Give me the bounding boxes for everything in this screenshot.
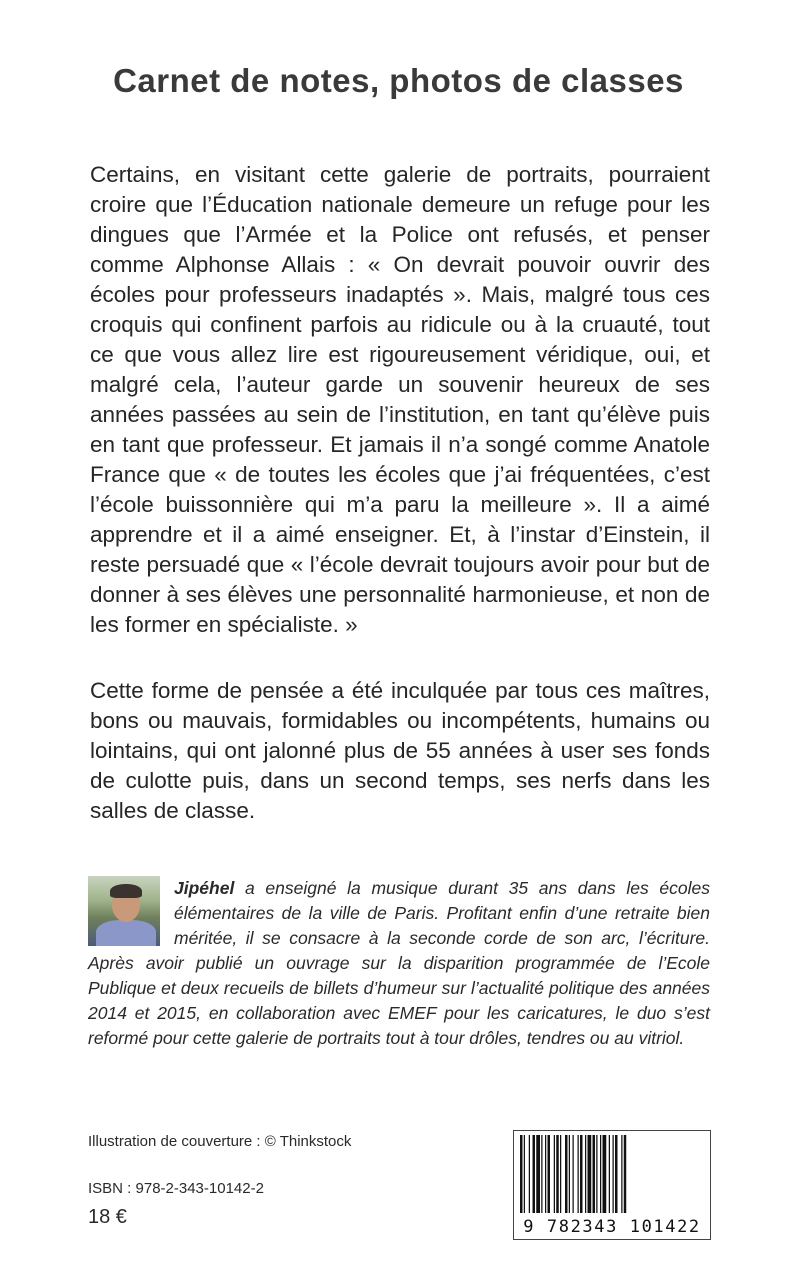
author-name: Jipéhel: [174, 878, 235, 898]
cover-credit: Illustration de couverture : © Thinkstock: [88, 1133, 352, 1150]
barcode: [513, 1130, 711, 1240]
author-bio: [88, 876, 710, 1051]
price: 18 €: [88, 1206, 127, 1228]
book-title: Carnet de notes, photos de classes: [113, 62, 684, 99]
description-paragraph-2: Cette forme de pensée a été inculquée par tous ces maîtres, bons ou mauvais, formidables ou incompétents, humains ou lointains, qui ont jalonné plus de 55 années à user ses fonds de culotte puis, dans un second temps, ses nerfs dans les salles de classe.: [90, 678, 710, 823]
barcode-digits: 9 782343 101422: [514, 1217, 710, 1237]
isbn: ISBN : 978-2-343-10142-2: [88, 1180, 264, 1197]
author-photo: [88, 876, 160, 946]
barcode-bars: [520, 1135, 704, 1213]
description-paragraph-1: Certains, en visitant cette galerie de portraits, pourraient croire que l’Éducation nationale demeure un refuge pour les dingues que l’Armée et la Police ont refusés, et penser comme Alphonse Allais : « On devrait pouvoir ouvrir des écoles pour professeurs inadaptés ». Mais, malgré tous ces croquis qui confinent parfois au ridicule ou à la cruauté, tout ce que vous allez lire est rigoureusement véridique, oui, et malgré cela, l’auteur garde un souvenir heureux de ses années passées au sein de l’institution, en tant qu’élève puis en tant que professeur. Et jamais il n’a songé comme Anatole France que « de toutes les écoles que j’ai fréquentées, c’est l’école buissonnière qui m’a paru la meilleure ». Il a aimé apprendre et il a aimé enseigner. Et, à l’instar d’Einstein, il reste persuadé que « l’école devrait toujours avoir pour but de donner à ses élèves une personnalité harmonieuse, et non de les former en spécialiste. »: [90, 162, 710, 637]
author-bio-text: a enseigné la musique durant 35 ans dans les écoles élémentaires de la ville de Paris. Profitant enfin d’une retraite bien méritée, il se consacre à la seconde corde de son arc, l’écriture. Après avoir publié un ouvrage sur la disparition programmée de l’Ecole Publique et deux recueils de billets d’humeur sur l’actualité politique des années 2014 et 2015, en collaboration avec EMEF pour les caricatures, le duo s’est reformé pour cette galerie de portraits tout à tour drôles, tendres ou au vitriol.: [88, 878, 710, 1048]
